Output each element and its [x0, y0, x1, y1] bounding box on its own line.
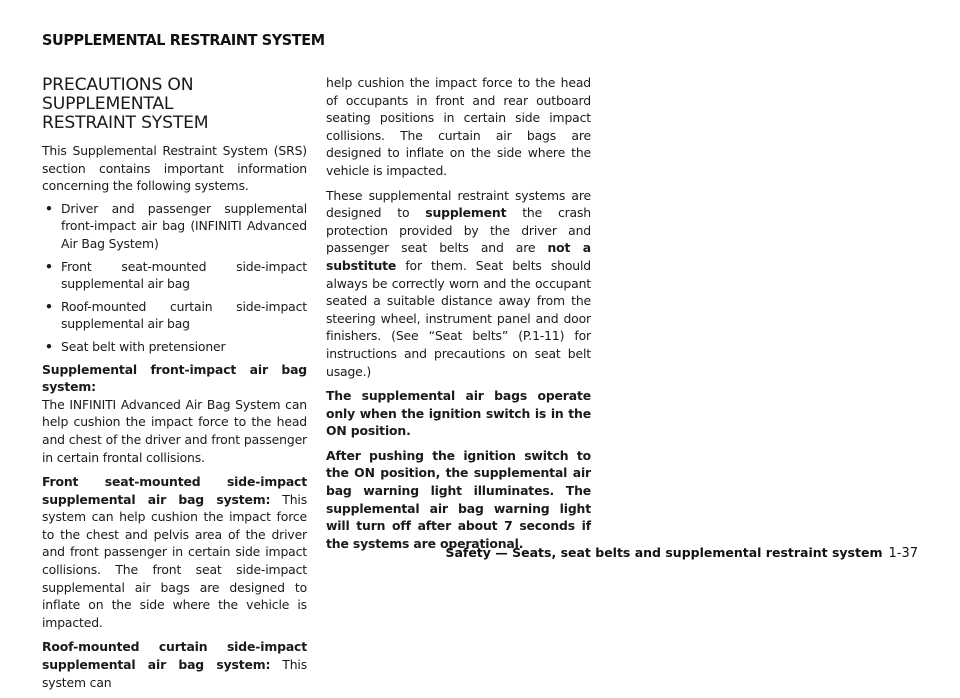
- footer-chapter: Safety — Seats, seat belts and supplemental restraint system: [445, 545, 883, 560]
- seat-side-paragraph: [42, 473, 307, 631]
- page-number: 1-37: [888, 546, 918, 561]
- curtain-text-start: This system can: [42, 657, 307, 690]
- section-title: [42, 76, 307, 133]
- designed-text-1: These supplemental restraint systems are designed to: [326, 187, 591, 221]
- list-item-text: Seat belt with pretensioner: [61, 338, 226, 354]
- list-item: [42, 200, 307, 253]
- warning-light-note: After pushing the ignition switch to the ON position, the supplemental air bag warning light illuminates. The supplemental air bag warning light will turn off after about 7 seconds if the systems are operational.: [326, 447, 591, 551]
- designed-paragraph: [326, 187, 591, 381]
- list-item: [42, 258, 307, 293]
- list-item: [42, 338, 307, 356]
- list-item-text: Roof-mounted curtain side-impact supplemental air bag: [61, 298, 307, 332]
- list-item-text: Driver and passenger supplemental front-impact air bag (INFINITI Advanced Air Bag System): [61, 200, 307, 251]
- page-footer: [445, 545, 918, 561]
- supplement-emphasis: supplement: [425, 205, 507, 221]
- list-item-text: Front seat-mounted side-impact supplemental air bag: [61, 258, 307, 292]
- left-column: [42, 76, 307, 698]
- bullet-icon: •: [45, 338, 53, 354]
- curtain-heading: Roof-mounted curtain side-impact supplemental air bag system:: [42, 639, 307, 673]
- intro-paragraph: This Supplemental Restraint System (SRS) section contains important information concerning the following systems.: [42, 143, 307, 194]
- front-impact-paragraph: [42, 361, 307, 467]
- section-title-line1: PRECAUTIONS ON SUPPLEMENTAL: [42, 75, 194, 114]
- ignition-note: The supplemental air bags operate only when the ignition switch is in the ON position.: [326, 388, 591, 439]
- front-impact-text: The INFINITI Advanced Air Bag System can help cushion the impact force to the head and chest of the driver and front passenger in certain frontal collisions.: [42, 396, 307, 465]
- seat-side-text: This system can help cushion the impact force to the chest and pelvis area of the driver and front passenger in certain side impact collisions. The front seat side-impact supplemental air bags are designed to inflate on the side where the vehicle is impacted.: [42, 491, 307, 630]
- bullet-icon: •: [45, 298, 53, 314]
- front-impact-heading: Supplemental front-impact air bag system:: [42, 361, 307, 395]
- curtain-paragraph-continued: help cushion the impact force to the head of occupants in front and rear outboard seating positions in certain side impact collisions. The curtain air bags are designed to inflate on the side where the vehicle is impacted.: [326, 75, 591, 178]
- section-title-line2: RESTRAINT SYSTEM: [42, 113, 209, 133]
- designed-text-2: the crash protection provided by the driver and passenger seat belts and are: [326, 205, 591, 256]
- curtain-paragraph-start: [42, 638, 307, 691]
- bullet-icon: •: [45, 258, 53, 274]
- list-item: [42, 298, 307, 333]
- not-substitute-emphasis: not a substitute: [326, 240, 591, 273]
- systems-list: [42, 200, 307, 356]
- bullet-icon: •: [45, 200, 53, 216]
- middle-column: [326, 74, 591, 559]
- page-header: SUPPLEMENTAL RESTRAINT SYSTEM: [42, 31, 325, 49]
- seat-side-heading: Front seat-mounted side-impact supplemental air bag system:: [42, 474, 307, 507]
- designed-text-3: for them. Seat belts should always be correctly worn and the occupant seated a suitable distance away from the steering wheel, instrument panel and door finishers. (See “Seat belts” (P.1-11) for instructions and precautions on seat belt usage.): [326, 257, 591, 379]
